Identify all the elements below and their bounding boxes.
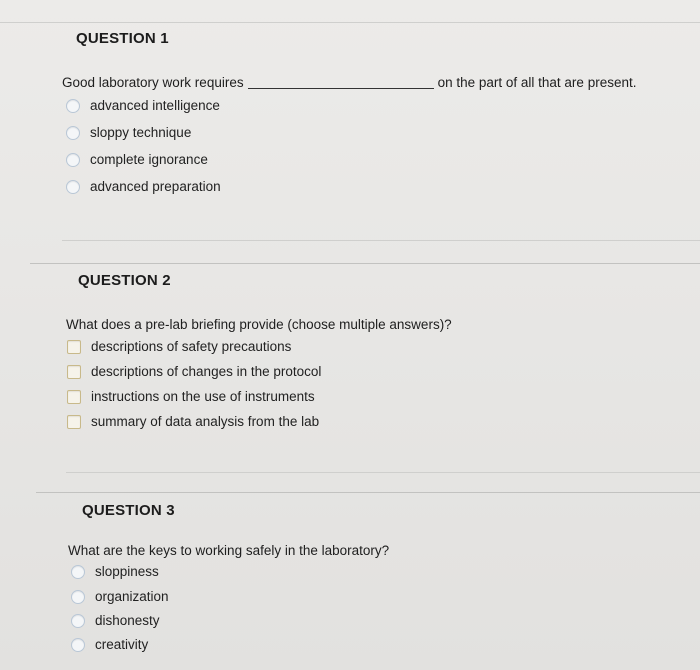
option-label: organization [95, 589, 169, 604]
prompt-after: on the part of all that are present. [437, 75, 637, 90]
option-radio[interactable] [71, 589, 169, 604]
option-radio[interactable] [66, 98, 220, 113]
divider [0, 22, 700, 23]
divider [62, 240, 700, 241]
divider [66, 472, 700, 473]
divider [30, 263, 700, 264]
option-label: sloppiness [95, 564, 159, 579]
radio-button[interactable] [66, 153, 80, 167]
option-radio[interactable] [66, 125, 191, 140]
option-radio[interactable] [71, 564, 159, 579]
question-prompt [62, 75, 636, 90]
checkbox[interactable] [67, 365, 81, 379]
option-label: instructions on the use of instruments [91, 389, 315, 404]
radio-button[interactable] [66, 99, 80, 113]
question-title: QUESTION 3 [82, 502, 175, 519]
option-radio[interactable] [71, 613, 160, 628]
option-label: dishonesty [95, 613, 160, 628]
radio-button[interactable] [71, 590, 85, 604]
option-label: advanced intelligence [90, 98, 220, 113]
option-label: sloppy technique [90, 125, 192, 140]
question-title: QUESTION 2 [78, 272, 171, 289]
question-prompt: What are the keys to working safely in the laboratory? [68, 543, 390, 558]
checkbox[interactable] [67, 340, 81, 354]
checkbox[interactable] [67, 415, 81, 429]
option-label: complete ignorance [90, 152, 208, 167]
option-checkbox[interactable] [67, 389, 315, 404]
option-label: summary of data analysis from the lab [91, 414, 320, 429]
option-label: descriptions of changes in the protocol [91, 364, 322, 379]
question-title: QUESTION 1 [76, 30, 169, 47]
radio-button[interactable] [71, 565, 85, 579]
option-checkbox[interactable] [67, 364, 321, 379]
option-label: creativity [95, 637, 149, 652]
option-radio[interactable] [66, 179, 221, 194]
option-label: advanced preparation [90, 179, 221, 194]
divider [36, 492, 700, 493]
prompt-before: Good laboratory work requires [62, 75, 244, 90]
radio-button[interactable] [66, 126, 80, 140]
option-checkbox[interactable] [67, 339, 291, 354]
checkbox[interactable] [67, 390, 81, 404]
option-label: descriptions of safety precautions [91, 339, 292, 354]
option-checkbox[interactable] [67, 414, 319, 429]
blank-line [248, 87, 434, 89]
radio-button[interactable] [71, 614, 85, 628]
radio-button[interactable] [71, 638, 85, 652]
option-radio[interactable] [66, 152, 208, 167]
radio-button[interactable] [66, 180, 80, 194]
option-radio[interactable] [71, 637, 148, 652]
question-prompt: What does a pre-lab briefing provide (choose multiple answers)? [66, 317, 452, 332]
